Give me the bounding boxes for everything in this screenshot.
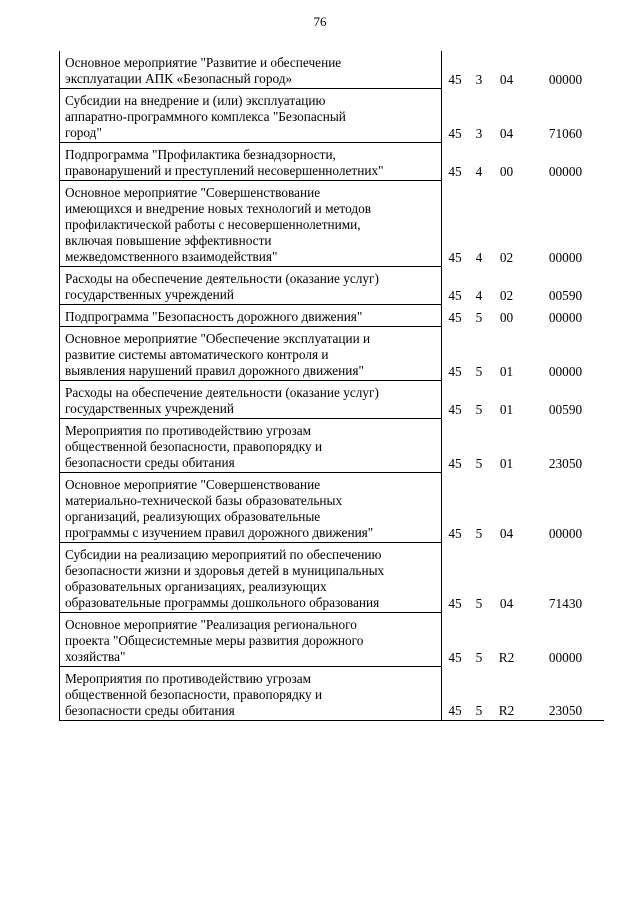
code-subprogram: 5: [475, 455, 483, 471]
row-description: Основное мероприятие "Обеспечение эксплуатации и развитие системы автоматического контроля и выявления нарушений правил дорожного движения": [60, 327, 442, 381]
code-program: 45: [448, 125, 462, 141]
row-description: Субсидии на реализацию мероприятий по обеспечению безопасности жизни и здоровья детей в муниципальных образовательных организациях, реализующих образовательные программы дошкольного образования: [60, 543, 442, 613]
code-direction: 00000: [548, 249, 583, 265]
code-direction: 23050: [548, 455, 583, 471]
code-activity: 00: [499, 163, 514, 179]
table-row: [60, 51, 605, 89]
code-direction: 23050: [523, 667, 604, 721]
code-subprogram: 4: [475, 249, 483, 265]
code-program: 45: [448, 287, 462, 303]
code-activity: 04: [499, 595, 514, 611]
table-row: [60, 473, 605, 543]
table-row: [60, 381, 605, 419]
code-direction: 00000: [548, 363, 583, 379]
code-direction: 00000: [548, 163, 583, 179]
table-row: [60, 543, 605, 613]
code-subprogram: 4: [475, 287, 483, 303]
page-number: 76: [313, 14, 327, 29]
code-direction: 00000: [548, 649, 583, 665]
row-description: Основное мероприятие "Совершенствование материально-технической базы образовательных организаций, реализующих образовательные программы с изучением правил дорожного движения": [60, 473, 442, 543]
code-activity: R2: [490, 667, 523, 721]
table-row: [60, 305, 605, 327]
code-subprogram: 5: [475, 401, 483, 417]
code-subprogram: 5: [475, 363, 483, 379]
code-subprogram: 3: [475, 125, 483, 141]
row-description: Субсидии на внедрение и (или) эксплуатацию аппаратно-программного комплекса "Безопасный город": [60, 89, 442, 143]
code-direction: 00590: [548, 401, 583, 417]
code-direction: 00000: [548, 71, 583, 87]
code-activity: 04: [499, 525, 514, 541]
row-description: Расходы на обеспечение деятельности (оказание услуг) государственных учреждений: [60, 267, 442, 305]
code-direction: 71430: [548, 595, 583, 611]
row-description: Мероприятия по противодействию угрозам общественной безопасности, правопорядку и безопасности среды обитания: [60, 667, 442, 721]
code-program: 45: [448, 363, 462, 379]
code-activity: 00: [499, 309, 514, 325]
table-row: [60, 613, 605, 667]
code-activity: 02: [499, 249, 514, 265]
code-subprogram: 5: [475, 595, 483, 611]
table-row: [60, 89, 605, 143]
code-subprogram: 3: [475, 71, 483, 87]
code-subprogram: 4: [475, 163, 483, 179]
table-row: [60, 667, 605, 721]
code-activity: 04: [499, 71, 514, 87]
row-description: Мероприятия по противодействию угрозам общественной безопасности, правопорядку и безопасности среды обитания: [60, 419, 442, 473]
row-description: Расходы на обеспечение деятельности (оказание услуг) государственных учреждений: [60, 381, 442, 419]
code-program: 45: [448, 455, 462, 471]
code-program: 45: [448, 649, 462, 665]
code-direction: 00590: [548, 287, 583, 303]
code-direction: 00000: [548, 309, 583, 325]
code-subprogram: 5: [475, 649, 483, 665]
code-program: 45: [448, 249, 462, 265]
table-row: [60, 267, 605, 305]
budget-classification-table: [59, 51, 604, 721]
code-program: 45: [448, 71, 462, 87]
code-activity: R2: [498, 649, 515, 665]
code-subprogram: 5: [475, 525, 483, 541]
table-row: [60, 419, 605, 473]
code-program: 45: [448, 401, 462, 417]
code-activity: 04: [499, 125, 514, 141]
table-row: [60, 181, 605, 267]
code-activity: 01: [499, 455, 514, 471]
code-activity: 01: [499, 401, 514, 417]
code-program: 45: [442, 667, 469, 721]
code-program: 45: [448, 309, 462, 325]
row-description: Основное мероприятие "Реализация регионального проекта "Общесистемные меры развития дорожного хозяйства": [60, 613, 442, 667]
code-program: 45: [448, 595, 462, 611]
code-program: 45: [448, 163, 462, 179]
table-row: [60, 327, 605, 381]
table-row: [60, 143, 605, 181]
code-activity: 01: [499, 363, 514, 379]
code-direction: 00000: [548, 525, 583, 541]
code-program: 45: [448, 525, 462, 541]
code-subprogram: 5: [468, 667, 490, 721]
table-body: [60, 51, 605, 721]
row-description: Основное мероприятие "Развитие и обеспечение эксплуатации АПК «Безопасный город»: [60, 51, 442, 89]
code-direction: 71060: [548, 125, 583, 141]
row-description: Основное мероприятие "Совершенствование имеющихся и внедрение новых технологий и методов профилактической работы с несовершеннолетними, включая повышение эффективности межведомственного взаимодействия": [60, 181, 442, 267]
row-description: Подпрограмма "Профилактика безнадзорности, правонарушений и преступлений несовершеннолетних": [60, 143, 442, 181]
code-activity: 02: [499, 287, 514, 303]
row-description: Подпрограмма "Безопасность дорожного движения": [60, 305, 442, 327]
code-subprogram: 5: [475, 309, 483, 325]
